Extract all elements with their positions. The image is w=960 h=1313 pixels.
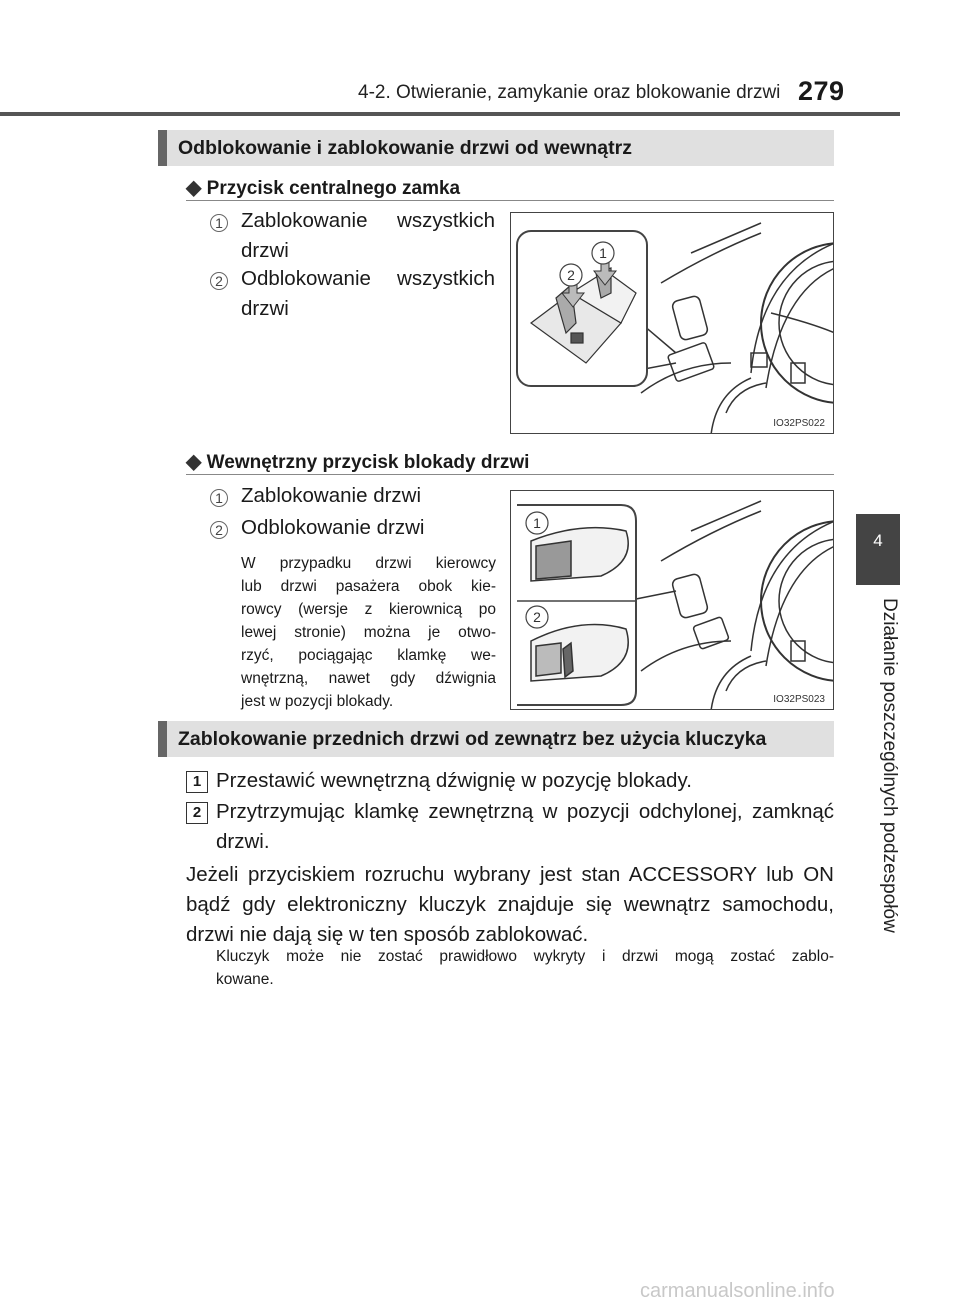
section-heading: Zablokowanie przednich drzwi od zewnątrz bez użycia kluczyka bbox=[178, 728, 767, 750]
subsection-rule bbox=[186, 474, 834, 475]
chapter-title: Działanie poszczególnych podzespołów bbox=[879, 598, 900, 933]
step-text bbox=[216, 797, 834, 857]
paragraph-line: bądź gdy elektroniczny kluczyk znajduje się wewnątrz samochodu, bbox=[186, 893, 834, 916]
step-line: drzwi. bbox=[216, 830, 270, 853]
figure-callout: 1 bbox=[533, 515, 541, 531]
figure-inside-lock-button bbox=[510, 490, 834, 710]
item-number: 1 bbox=[210, 214, 228, 232]
figure-callout: 2 bbox=[533, 609, 541, 625]
note-line: lewej stronie) można je otwo- bbox=[241, 624, 496, 641]
subsection-title: Wewnętrzny przycisk blokady drzwi bbox=[206, 452, 530, 473]
list-item: Odblokowanie drzwi bbox=[241, 516, 425, 539]
inside-lock-button-illustration bbox=[511, 491, 834, 710]
watermark: carmanualsonline.info bbox=[640, 1280, 835, 1302]
subsection-heading bbox=[186, 449, 529, 474]
note-line: jest w pozycji blokady. bbox=[241, 693, 394, 710]
step-text: Przestawić wewnętrzną dźwignię w pozycję blokady. bbox=[216, 769, 692, 792]
figure-callout: 1 bbox=[599, 245, 607, 261]
item-number: 2 bbox=[210, 272, 228, 290]
note-line: rzyć, pociągając klamkę we- bbox=[241, 647, 496, 664]
note-line: wnętrzną, nawet gdy dźwignia bbox=[241, 670, 496, 687]
note-line: rowcy (wersje z kierownicą po bbox=[241, 601, 496, 618]
note-text bbox=[241, 552, 496, 713]
note-line: kowane. bbox=[216, 971, 274, 988]
diamond-icon: ◆ bbox=[186, 177, 202, 199]
subsection-title: Przycisk centralnego zamka bbox=[206, 178, 461, 199]
step-number: 1 bbox=[186, 771, 208, 793]
list-item: Zablokowanie drzwi bbox=[241, 484, 422, 507]
list-item: Odblokowanie wszystkich drzwi bbox=[241, 267, 495, 320]
running-header-title: 4-2. Otwieranie, zamykanie oraz blokowanie drzwi bbox=[358, 82, 781, 103]
paragraph-line: Jeżeli przyciskiem rozruchu wybrany jest stan ACCESSORY lub ON bbox=[186, 863, 834, 886]
item-number: 1 bbox=[210, 489, 228, 507]
paragraph-line: drzwi nie dają się w ten sposób zablokować. bbox=[186, 923, 589, 946]
note-line: Kluczyk może nie zostać prawidłowo wykryty i drzwi mogą zostać zablo- bbox=[216, 948, 834, 965]
figure-code: IO32PS022 bbox=[773, 418, 825, 429]
note-line: lub drzwi pasażera obok kie- bbox=[241, 578, 496, 595]
step-line: Przytrzymując klamkę zewnętrzną w pozycji odchylonej, zamknąć bbox=[216, 800, 834, 823]
body-paragraph bbox=[186, 860, 834, 950]
note-text bbox=[216, 945, 834, 991]
note-line: W przypadku drzwi kierowcy bbox=[241, 555, 496, 572]
figure-callout: 2 bbox=[567, 267, 575, 283]
item-number: 2 bbox=[210, 521, 228, 539]
list-item: Zablokowanie wszystkich drzwi bbox=[241, 209, 495, 262]
section-heading: Odblokowanie i zablokowanie drzwi od wewnątrz bbox=[178, 137, 632, 159]
figure-code: IO32PS023 bbox=[773, 694, 825, 705]
step-number: 2 bbox=[186, 802, 208, 824]
subsection-heading bbox=[186, 175, 460, 200]
subsection-rule bbox=[186, 200, 834, 201]
diamond-icon: ◆ bbox=[186, 451, 202, 473]
door-lock-switch-illustration bbox=[511, 213, 834, 434]
chapter-number: 4 bbox=[873, 531, 883, 550]
header-rule bbox=[0, 112, 900, 116]
page-number: 279 bbox=[798, 76, 845, 106]
figure-door-lock-switch bbox=[510, 212, 834, 434]
